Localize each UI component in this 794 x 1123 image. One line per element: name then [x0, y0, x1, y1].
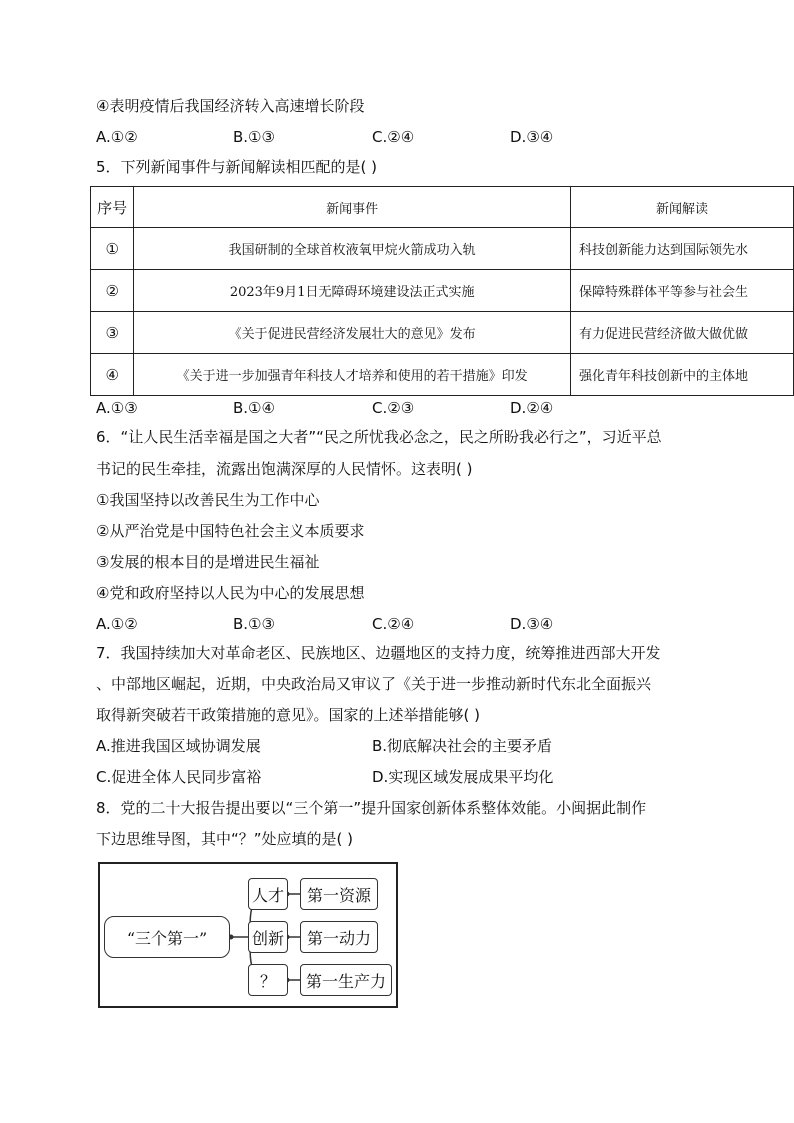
mind-map-key-talent: 人才 — [248, 878, 288, 910]
q6-stem-line-1: 6．“让人民生活幸福是国之大者”“民之所忧我必念之，民之所盼我必行之”，习近平总 — [96, 428, 662, 446]
q5-option-c: C.②③ — [372, 399, 415, 417]
q4-option-c: C.②④ — [372, 128, 415, 146]
mind-map-key-innovation: 创新 — [248, 921, 288, 953]
q7-stem-line-3: 取得新突破若干政策措施的意见》。国家的上述举措能够( ) — [96, 706, 480, 724]
q8-stem-line-1: 8．党的二十大报告提出要以“三个第一”提升国家创新体系整体效能。小闽据此制作 — [96, 799, 647, 817]
q6-option-d: D.③④ — [510, 615, 554, 633]
q7-option-a: A.推进我国区域协调发展 — [96, 737, 261, 755]
q5-option-a: A.①③ — [96, 399, 138, 417]
row-number: ① — [91, 228, 134, 270]
q6-option-a: A.①② — [96, 615, 138, 633]
q4-option-a: A.①② — [96, 128, 138, 146]
q7-stem-line-1: 7．我国持续加大对革命老区、民族地区、边疆地区的支持力度，统筹推进西部大开发 — [96, 644, 661, 662]
row-number: ④ — [91, 354, 134, 396]
row-reading: 有力促进民营经济做大做优做 — [571, 312, 794, 354]
table-row — [91, 228, 794, 270]
q6-stem-line-2: 书记的民生牵挂，流露出饱满深厚的人民情怀。这表明( ) — [96, 460, 473, 478]
row-reading: 科技创新能力达到国际领先水 — [571, 228, 794, 270]
q7-option-c: C.促进全体人民同步富裕 — [96, 768, 262, 786]
q6-item-4: ④党和政府坚持以人民为中心的发展思想 — [96, 584, 365, 602]
q6-option-c: C.②④ — [372, 615, 415, 633]
mind-map-value-first-driver: 第一动力 — [300, 921, 378, 953]
row-event: 2023年9月1日无障碍环境建设法正式实施 — [134, 270, 571, 312]
mind-map-key-blank: ？ — [248, 964, 288, 996]
header-event: 新闻事件 — [134, 187, 571, 228]
q7-option-d: D.实现区域发展成果平均化 — [372, 768, 554, 786]
q6-item-1: ①我国坚持以改善民生为工作中心 — [96, 491, 320, 509]
header-reading: 新闻解读 — [571, 187, 794, 228]
row-number: ③ — [91, 312, 134, 354]
q7-stem-line-2: 、中部地区崛起，近期，中央政治局又审议了《关于进一步推动新时代东北全面振兴 — [96, 675, 652, 693]
table-row — [91, 312, 794, 354]
q7-option-b: B.彻底解决社会的主要矛盾 — [372, 737, 553, 755]
mind-map-value-first-productive-force: 第一生产力 — [300, 964, 392, 996]
row-number: ② — [91, 270, 134, 312]
news-table-header — [91, 187, 794, 228]
header-number: 序号 — [91, 187, 134, 228]
table-row — [91, 354, 794, 396]
q5-option-b: B.①④ — [233, 399, 275, 417]
q5-option-d: D.②④ — [510, 399, 554, 417]
table-row — [91, 270, 794, 312]
mind-map-root: “三个第一” — [104, 916, 230, 958]
q4-item-4: ④表明疫情后我国经济转入高速增长阶段 — [96, 97, 365, 115]
q6-option-b: B.①③ — [233, 615, 275, 633]
mind-map — [98, 862, 398, 1008]
row-event: 我国研制的全球首枚液氧甲烷火箭成功入轨 — [134, 228, 571, 270]
row-event: 《关于促进民营经济发展壮大的意见》发布 — [134, 312, 571, 354]
row-event: 《关于进一步加强青年科技人才培养和使用的若干措施》印发 — [134, 354, 571, 396]
q4-option-b: B.①③ — [233, 128, 275, 146]
row-reading: 保障特殊群体平等参与社会生 — [571, 270, 794, 312]
q6-item-3: ③发展的根本目的是增进民生福祉 — [96, 553, 320, 571]
q4-option-d: D.③④ — [510, 128, 554, 146]
news-table — [90, 186, 794, 396]
q5-stem: 5．下列新闻事件与新闻解读相匹配的是( ) — [96, 158, 378, 176]
q6-item-2: ②从严治党是中国特色社会主义本质要求 — [96, 522, 365, 540]
row-reading: 强化青年科技创新中的主体地 — [571, 354, 794, 396]
q8-stem-line-2: 下边思维导图，其中“？”处应填的是( ) — [96, 830, 354, 848]
mind-map-value-first-resource: 第一资源 — [300, 878, 378, 910]
